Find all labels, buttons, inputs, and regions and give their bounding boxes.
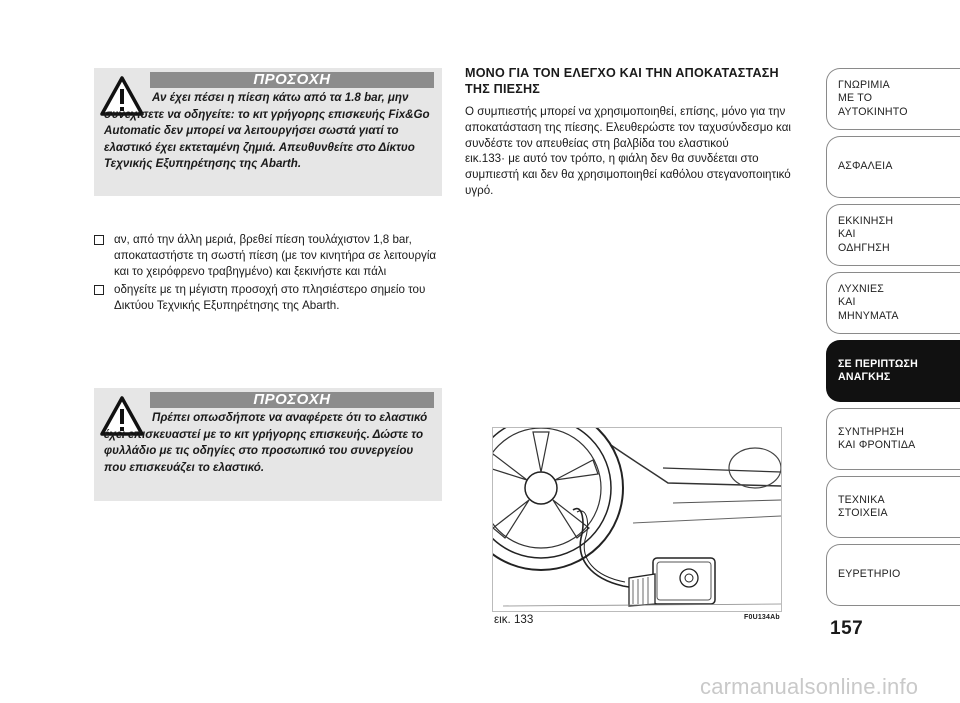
sidebar-tab-specs[interactable] xyxy=(826,476,960,538)
list-item-text: αν, από την άλλη μεριά, βρεθεί πίεση τουλάχιστον 1,8 bar, αποκαταστήστε τη σωστή πίεση (με τον κινητήρα σε λειτουργία και το χειρόφρενο τραβηγμένο) και ξεκινήστε και πάλι xyxy=(114,233,437,278)
figure-code: F0U134Ab xyxy=(744,614,780,621)
section-body xyxy=(465,104,795,199)
bullet-list xyxy=(94,232,446,317)
sidebar-tab-intro[interactable] xyxy=(826,68,960,130)
sidebar-tab-maintenance[interactable] xyxy=(826,408,960,470)
sidebar-tab-label: ΕΚΚΙΝΗΣΗ ΚΑΙ ΟΔΗΓΗΣΗ xyxy=(838,214,894,254)
warning-box-1 xyxy=(94,68,442,196)
sidebar-tab-label: ΕΥΡΕΤΗΡΙΟ xyxy=(838,568,901,581)
tyre-compressor-illustration xyxy=(493,428,781,611)
sidebar-tab-safety[interactable] xyxy=(826,136,960,198)
warning-header: ΠΡΟΣΟΧΗ xyxy=(150,392,434,408)
section-title: ΜΟΝΟ ΓΙΑ ΤΟΝ ΕΛΕΓΧΟ ΚΑΙ ΤΗΝ ΑΠΟΚΑΤΑΣΤΑΣΗ ΤΗΣ ΠΙΕΣΗΣ xyxy=(465,66,779,96)
list-item-text: οδηγείτε με τη μέγιστη προσοχή στο πλησιέστερο σημείο του Δικτύου Τεχνικής Εξυπηρέτησης της Abarth. xyxy=(114,283,426,313)
list-item xyxy=(94,282,446,314)
warning-box-2 xyxy=(94,388,442,501)
sidebar-tab-label: ΓΝΩΡΙΜΙΑ ΜΕ ΤΟ ΑΥΤΟΚΙΝΗΤΟ xyxy=(838,78,908,118)
warning-text: Αν έχει πέσει η πίεση κάτω από τα 1.8 bar, μην συνεχίσετε να οδηγείτε: το κιτ γρήγορης επισκευής Fix&Go Automatic δεν μπορεί να λειτουργήσει σωστά γιατί το ελαστικό έχει εκτεταμένη ζημιά. Απευθυνθείτε στο Δίκτυο Τεχνικής Εξυπηρέτησης της Abarth. xyxy=(104,91,430,170)
section-paragraph: εικ.133· με αυτό τον τρόπο, η φιάλη δεν θα συνδέεται στο συμπιεστή και δεν θα χρησιμοποιηθεί καθόλου στεγανοποιητικό υγρό. xyxy=(465,152,791,197)
warning-header: ΠΡΟΣΟΧΗ xyxy=(150,72,434,88)
watermark: carmanualsonline.info xyxy=(700,674,919,699)
figure-illustration xyxy=(492,427,782,612)
figure-caption: εικ. 133 xyxy=(494,613,534,626)
sidebar-tab-label: ΣΕ ΠΕΡΙΠΤΩΣΗ ΑΝΑΓΚΗΣ xyxy=(838,357,918,383)
sidebar-tab-label: ΛΥΧΝΙΕΣ ΚΑΙ ΜΗΝΥΜΑΤΑ xyxy=(838,282,899,322)
section-paragraph: Ο συμπιεστής μπορεί να χρησιμοποιηθεί, επίσης, μόνο για την αποκατάσταση της πίεσης. Ελευθερώστε τον ταχυσύνδεσμο και συνδέστε τον απευθείας στη βαλβίδα του ελαστικού xyxy=(465,105,791,150)
sidebar-tab-label: ΣΥΝΤΗΡΗΣΗ ΚΑΙ ΦΡΟΝΤΙΔΑ xyxy=(838,425,916,451)
sidebar-tab-index[interactable] xyxy=(826,544,960,606)
sidebar-tab-warnings[interactable] xyxy=(826,272,960,334)
page-number: 157 xyxy=(830,618,864,639)
warning-text: Πρέπει οπωσδήποτε να αναφέρετε ότι το ελαστικό έχει επισκευαστεί με το κιτ γρήγορης επισκευής. Δώστε το φυλλάδιο με τις οδηγίες στο προσωπικό του συνεργείου που επισκευάζει το ελαστικό. xyxy=(104,411,428,474)
checkbox-bullet-icon xyxy=(94,235,104,245)
sidebar-tab-label: ΑΣΦΑΛΕΙΑ xyxy=(838,160,893,173)
checkbox-bullet-icon xyxy=(94,285,104,295)
sidebar-tab-emergency[interactable] xyxy=(826,340,960,402)
sidebar-tab-starting[interactable] xyxy=(826,204,960,266)
sidebar-tab-label: ΤΕΧΝΙΚΑ ΣΤΟΙΧΕΙΑ xyxy=(838,493,888,519)
list-item xyxy=(94,232,446,279)
